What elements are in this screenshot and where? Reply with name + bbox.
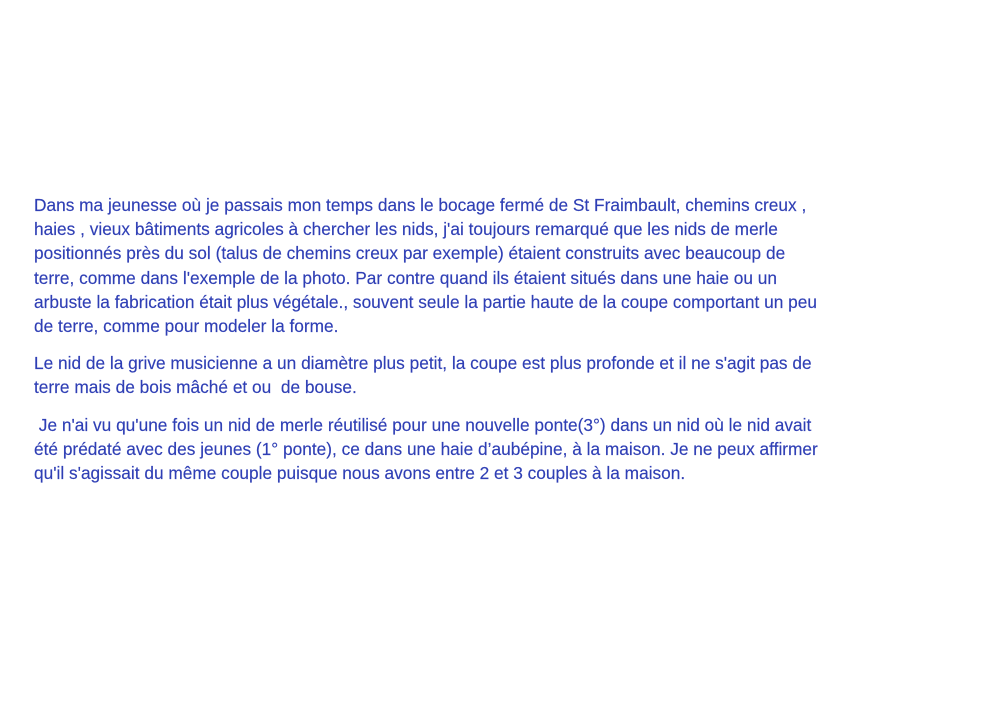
text-line: arbuste la fabrication était plus végétale., souvent seule la partie haute de la coupe comportant un peu	[34, 291, 817, 312]
paragraph-nests-merle	[34, 193, 984, 338]
document-body	[34, 193, 984, 485]
text-line: Je n'ai vu qu'une fois un nid de merle réutilisé pour une nouvelle ponte(3°) dans un nid où le nid avait	[34, 414, 812, 435]
text-line: été prédaté avec des jeunes (1° ponte), ce dans une haie d’aubépine, à la maison. Je ne peux affirmer	[34, 438, 818, 459]
text-line: de terre, comme pour modeler la forme.	[34, 316, 339, 337]
text-line: Le nid de la grive musicienne a un diamètre plus petit, la coupe est plus profonde et il ne s'agit pas de	[34, 353, 812, 374]
paragraph-nid-reutilise	[34, 413, 984, 486]
text-line: terre, comme dans l'exemple de la photo. Par contre quand ils étaient situés dans une haie ou un	[34, 267, 778, 288]
text-line: Dans ma jeunesse où je passais mon temps dans le bocage fermé de St Fraimbault, chemins creux ,	[34, 195, 807, 215]
paragraph-grive-musicienne	[34, 351, 984, 399]
text-line: haies , vieux bâtiments agricoles à chercher les nids, j'ai toujours remarqué que les nids de merle	[34, 219, 778, 240]
text-line: qu'il s'agissait du même couple puisque nous avons entre 2 et 3 couples à la maison.	[34, 463, 686, 484]
text-line: terre mais de bois mâché et ou de bouse.	[34, 377, 357, 398]
text-line: positionnés près du sol (talus de chemins creux par exemple) étaient construits avec beaucoup de	[34, 243, 786, 264]
